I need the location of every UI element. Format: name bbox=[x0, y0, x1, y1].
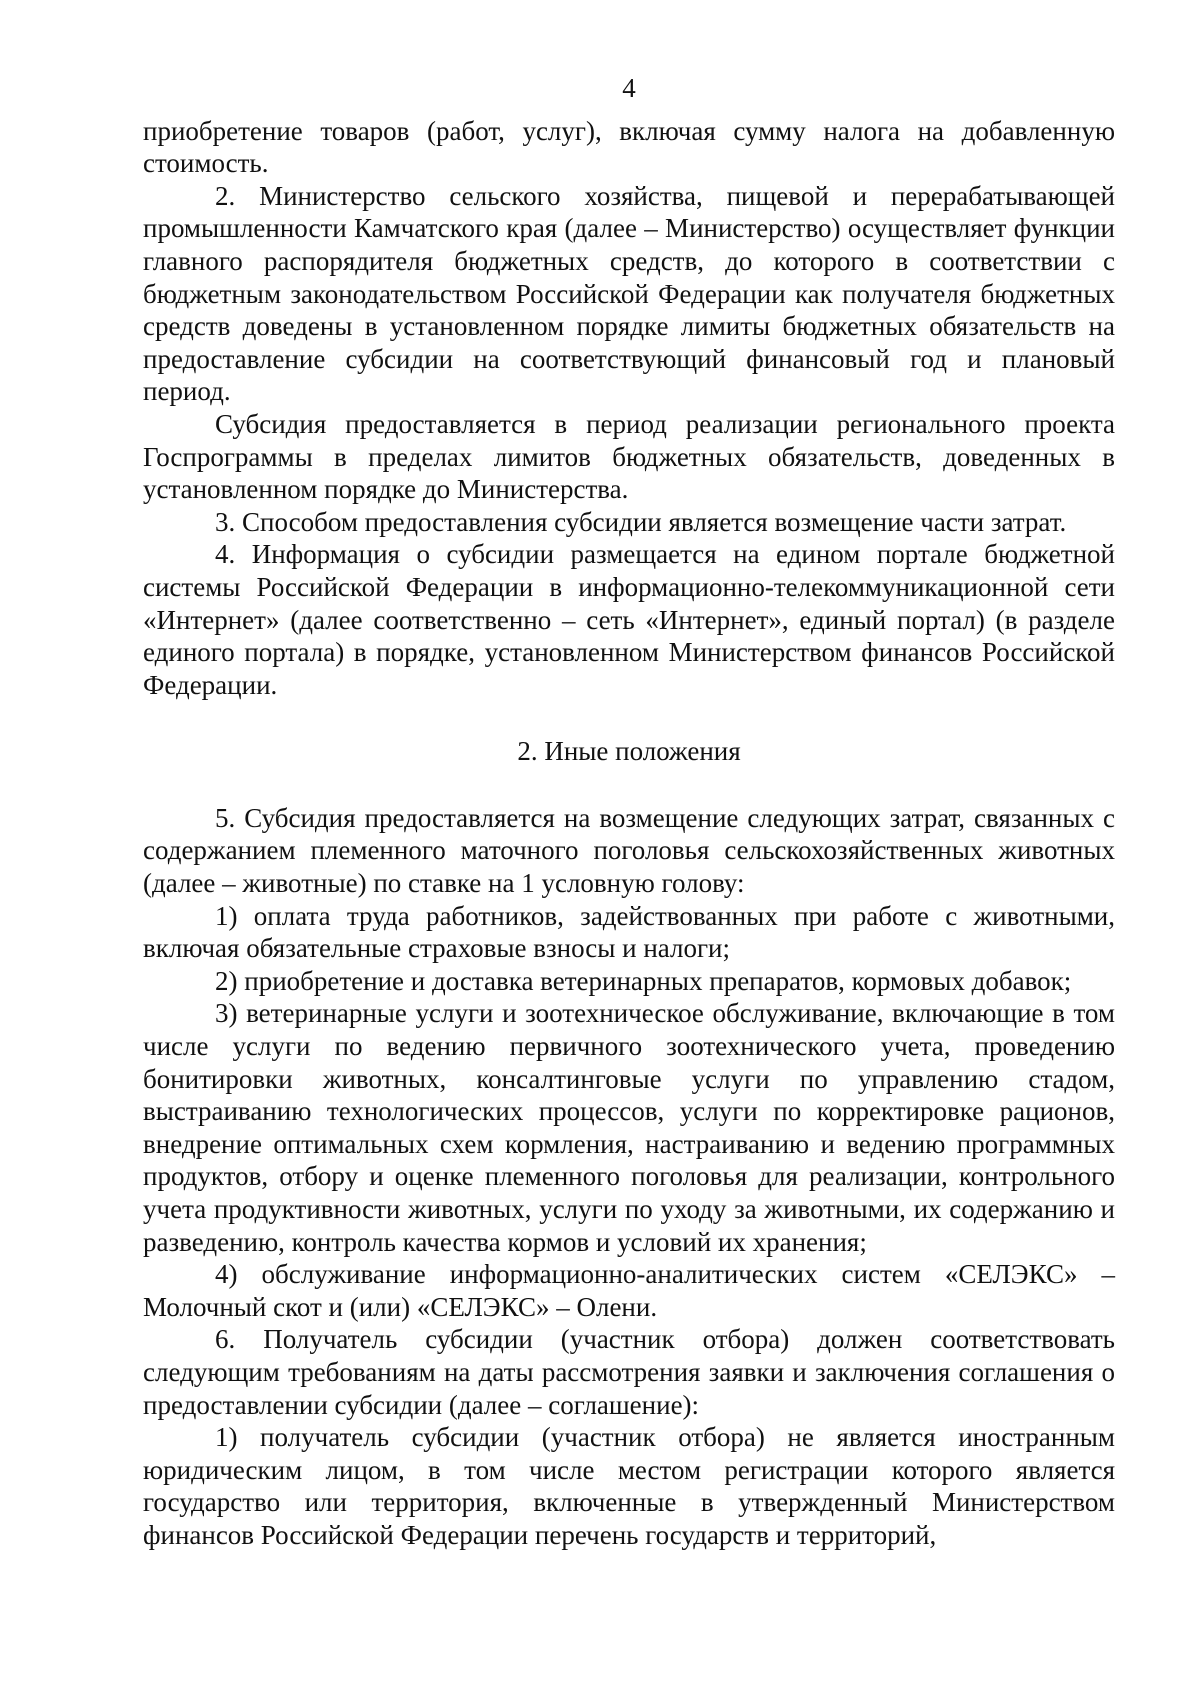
list-item-4-selex-systems: 4) обслуживание информационно-аналитических систем «СЕЛЭКС» – Молочный скот и (или) «СЕЛЭКС» – Олени. bbox=[143, 1259, 1115, 1322]
paragraph-5-costs: 5. Субсидия предоставляется на возмещение следующих затрат, связанных с содержанием племенного маточного поголовья сельскохозяйственных животных (далее – животные) по ставке на 1 условную голову: bbox=[143, 802, 1115, 899]
paragraph-3-method: 3. Способом предоставления субсидии является возмещение части затрат. bbox=[215, 506, 1067, 537]
section-heading: 2. Иные положения bbox=[517, 736, 741, 767]
list-item-1-wages: 1) оплата труда работников, задействованных при работе с животными, включая обязательные страховые взносы и налоги; bbox=[143, 900, 1115, 964]
paragraph-2-ministry: 2. Министерство сельского хозяйства, пищевой и перерабатывающей промышленности Камчатского края (далее – Министерство) осуществляет функции главного распорядителя бюджетных средств, до которого в соответствии с бюджетным законодательством Российской Федерации как получателя бюджетных средств доведены в установленном порядке лимиты бюджетных обязательств на предоставление субсидии на соответствующий финансовый год и плановый период. bbox=[143, 180, 1115, 407]
paragraph-cost-continuation: приобретение товаров (работ, услуг), включая сумму налога на добавленную стоимость. bbox=[143, 115, 1115, 179]
list-item-2-veterinary-supplies: 2) приобретение и доставка ветеринарных препаратов, кормовых добавок; bbox=[215, 965, 1072, 996]
paragraph-6-requirements: 6. Получатель субсидии (участник отбора) должен соответствовать следующим требованиям на даты рассмотрения заявки и заключения соглашения о предоставлении субсидии (далее – соглашение): bbox=[143, 1324, 1115, 1420]
page-number: 4 bbox=[622, 73, 636, 103]
paragraph-subsidy-period: Субсидия предоставляется в период реализации регионального проекта Госпрограммы в пределах лимитов бюджетных обязательств, доведенных в установленном порядке до Министерства. bbox=[143, 408, 1115, 505]
paragraph-4-information: 4. Информация о субсидии размещается на едином портале бюджетной системы Российской Федерации в информационно-телекоммуникационной сети «Интернет» (далее соответственно – сеть «Интернет», единый портал) (в разделе единого портала) в порядке, установленном Министерством финансов Российской Федерации. bbox=[143, 539, 1115, 700]
list-item-3-veterinary-services: 3) ветеринарные услуги и зоотехническое обслуживание, включающие в том числе услуги по ведению первичного зоотехнического учета, проведению бонитировки животных, консалтинговые услуги по управлению стадом, выстраиванию технологических процессов, услуги по корректировке рационов, внедрение оптимальных схем кормления, настраиванию и ведению программных продуктов, отбору и оценке племенного поголовья для реализации, контрольного учета продуктивности животных, услуги по уходу за животными, их содержанию и разведению, контроль качества кормов и условий их хранения; bbox=[143, 998, 1115, 1257]
list-item-1-not-foreign-entity: 1) получатель субсидии (участник отбора) не является иностранным юридическим лицом, в том числе местом регистрации которого является государство или территория, включенные в утвержденный Министерством финансов Российской Федерации перечень государств и территорий, bbox=[143, 1422, 1115, 1550]
document-page bbox=[143, 72, 1115, 1552]
